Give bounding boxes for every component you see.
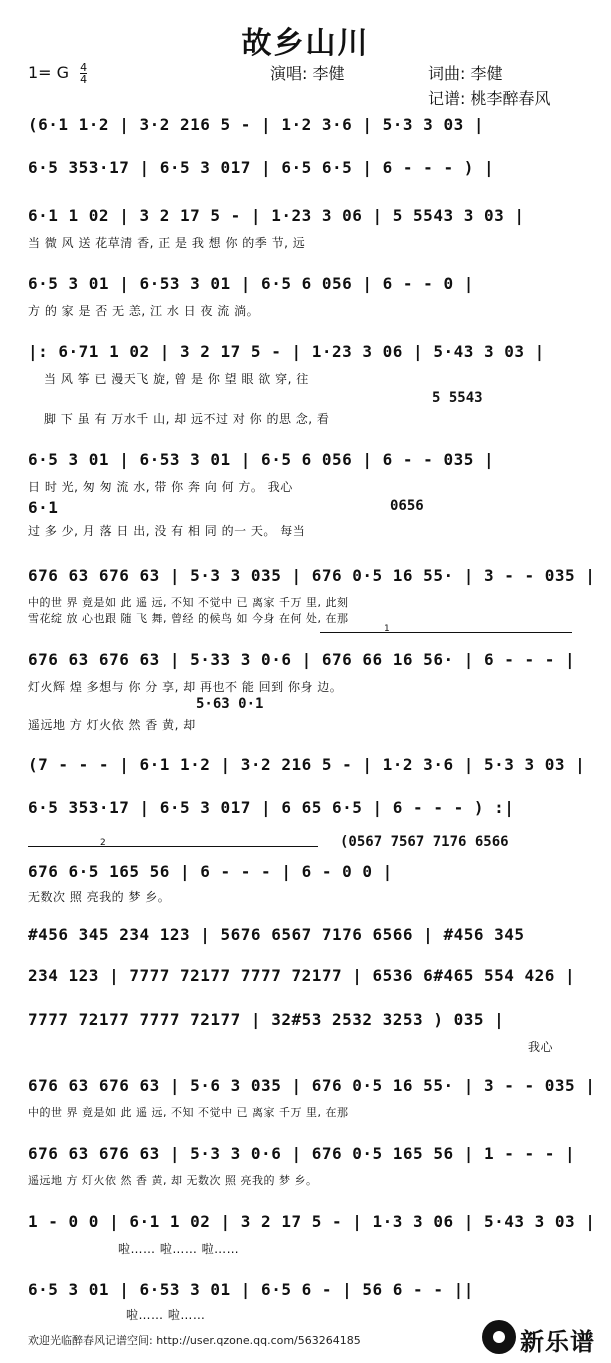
alt-notes: 5 5543 <box>432 390 483 406</box>
footer-link-text: 欢迎光临醉春风记谱空间: http://user.qzone.qq.com/563264185 <box>28 1334 361 1347</box>
volta-bracket-1: 1 <box>320 632 572 639</box>
key-signature <box>28 62 87 85</box>
lyric-line: 脚 下 虽 有 万水千 山, 却 远不过 对 你 的思 念, 看 <box>44 412 330 426</box>
alt-notes: 5·63 0·1 <box>196 696 264 712</box>
time-top: 4 <box>80 61 88 74</box>
lyric-line: 当 微 风 送 花草清 香, 正 是 我 想 你 的季 节, 远 <box>28 236 306 250</box>
score-line: 7777 72177 7777 72177 | 32#53 2532 3253 ) 035 | <box>28 1010 505 1029</box>
score-line: 676 63 676 63 | 5·3 3 0·6 | 676 0·5 165 56 | 1 - - - | <box>28 1144 576 1163</box>
score-line: 234 123 | 7777 72177 7777 72177 | 6536 6#465 554 426 | <box>28 966 576 985</box>
score-line: 676 63 676 63 | 5·6 3 035 | 676 0·5 16 55· | 3 - - 035 | <box>28 1076 596 1095</box>
score-line: #456 345 234 123 | 5676 6567 7176 6566 | #456 345 <box>28 925 525 944</box>
time-signature <box>80 62 87 85</box>
page-title: 故乡山川 <box>241 26 370 61</box>
lyric-line: 啦…… 啦…… 啦…… <box>118 1242 240 1256</box>
score-line: 6·5 353·17 | 6·5 3 017 | 6 65 6·5 | 6 - - - ) :| <box>28 798 515 817</box>
lyric-line: 日 时 光, 匆 匆 流 水, 带 你 奔 向 何 方。 我心 <box>28 480 293 494</box>
lyric-line: 啦…… 啦…… <box>126 1308 206 1322</box>
score-line: 676 63 676 63 | 5·3 3 035 | 676 0·5 16 55· | 3 - - 035 | <box>28 566 596 585</box>
alt-notes: 0656 <box>390 498 424 514</box>
score-line: 6·5 3 01 | 6·53 3 01 | 6·5 6 056 | 6 - - 035 | <box>28 450 495 469</box>
logo-text: 新乐谱 <box>520 1328 595 1356</box>
lyric-line: 无数次 照 亮我的 梦 乡。 <box>28 890 171 904</box>
score-line: |: 6·71 1 02 | 3 2 17 5 - | 1·23 3 06 | 5·43 3 03 | <box>28 342 545 361</box>
key-label: 1= G <box>28 63 70 82</box>
transcriber-credit: 记谱: 桃李醉春风 <box>428 89 551 108</box>
alt-notes: 6·1 <box>28 498 59 517</box>
lyric-line: 我心 <box>528 1040 554 1054</box>
time-bottom: 4 <box>80 73 88 86</box>
site-logo <box>478 1318 608 1358</box>
score-line: 6·5 3 01 | 6·53 3 01 | 6·5 6 056 | 6 - - 0 | <box>28 274 474 293</box>
volta-bracket-2: 2 <box>28 846 318 853</box>
score-line: 1 - 0 0 | 6·1 1 02 | 3 2 17 5 - | 1·3 3 06 | 5·43 3 03 | <box>28 1212 596 1231</box>
lyric-line: 雪花绽 放 心也跟 随 飞 舞, 曾经 的候鸟 如 今身 在何 处, 在那 <box>28 612 349 625</box>
score-line: 676 63 676 63 | 5·33 3 0·6 | 676 66 16 56· | 6 - - - | <box>28 650 576 669</box>
lyric-line: 中的世 界 竟是如 此 遥 远, 不知 不觉中 已 离家 千万 里, 在那 <box>28 1106 349 1119</box>
alt-notes: (0567 7567 7176 6566 <box>340 834 509 850</box>
score-line: 6·5 3 01 | 6·53 3 01 | 6·5 6 - | 56 6 - - || <box>28 1280 474 1299</box>
score-line: 6·1 1 02 | 3 2 17 5 - | 1·23 3 06 | 5 5543 3 03 | <box>28 206 525 225</box>
score-line: (7 - - - | 6·1 1·2 | 3·2 216 5 - | 1·2 3·6 | 5·3 3 03 | <box>28 755 586 774</box>
lyric-line: 中的世 界 竟是如 此 遥 远, 不知 不觉中 已 离家 千万 里, 此刻 <box>28 596 349 609</box>
singer-credit: 演唱: 李健 <box>270 64 345 83</box>
lyric-line: 遥远地 方 灯火依 然 香 黄, 却 无数次 照 亮我的 梦 乡。 <box>28 1174 318 1187</box>
lyric-line: 方 的 家 是 否 无 恙, 江 水 日 夜 流 淌。 <box>28 304 260 318</box>
disc-icon <box>482 1320 516 1354</box>
score-line: 676 6·5 165 56 | 6 - - - | 6 - 0 0 | <box>28 862 393 881</box>
score-line: (6·1 1·2 | 3·2 216 5 - | 1·2 3·6 | 5·3 3 03 | <box>28 115 484 134</box>
lyric-line: 当 风 筝 已 漫天飞 旋, 曾 是 你 望 眼 欲 穿, 往 <box>44 372 309 386</box>
lyric-line: 灯火辉 煌 多想与 你 分 享, 却 再也不 能 回到 你身 边。 <box>28 680 343 694</box>
lyric-line: 过 多 少, 月 落 日 出, 没 有 相 同 的一 天。 每当 <box>28 524 306 538</box>
composer-credit: 词曲: 李健 <box>428 64 503 83</box>
lyric-line: 遥远地 方 灯火依 然 香 黄, 却 <box>28 718 196 732</box>
score-line: 6·5 353·17 | 6·5 3 017 | 6·5 6·5 | 6 - - - ) | <box>28 158 495 177</box>
